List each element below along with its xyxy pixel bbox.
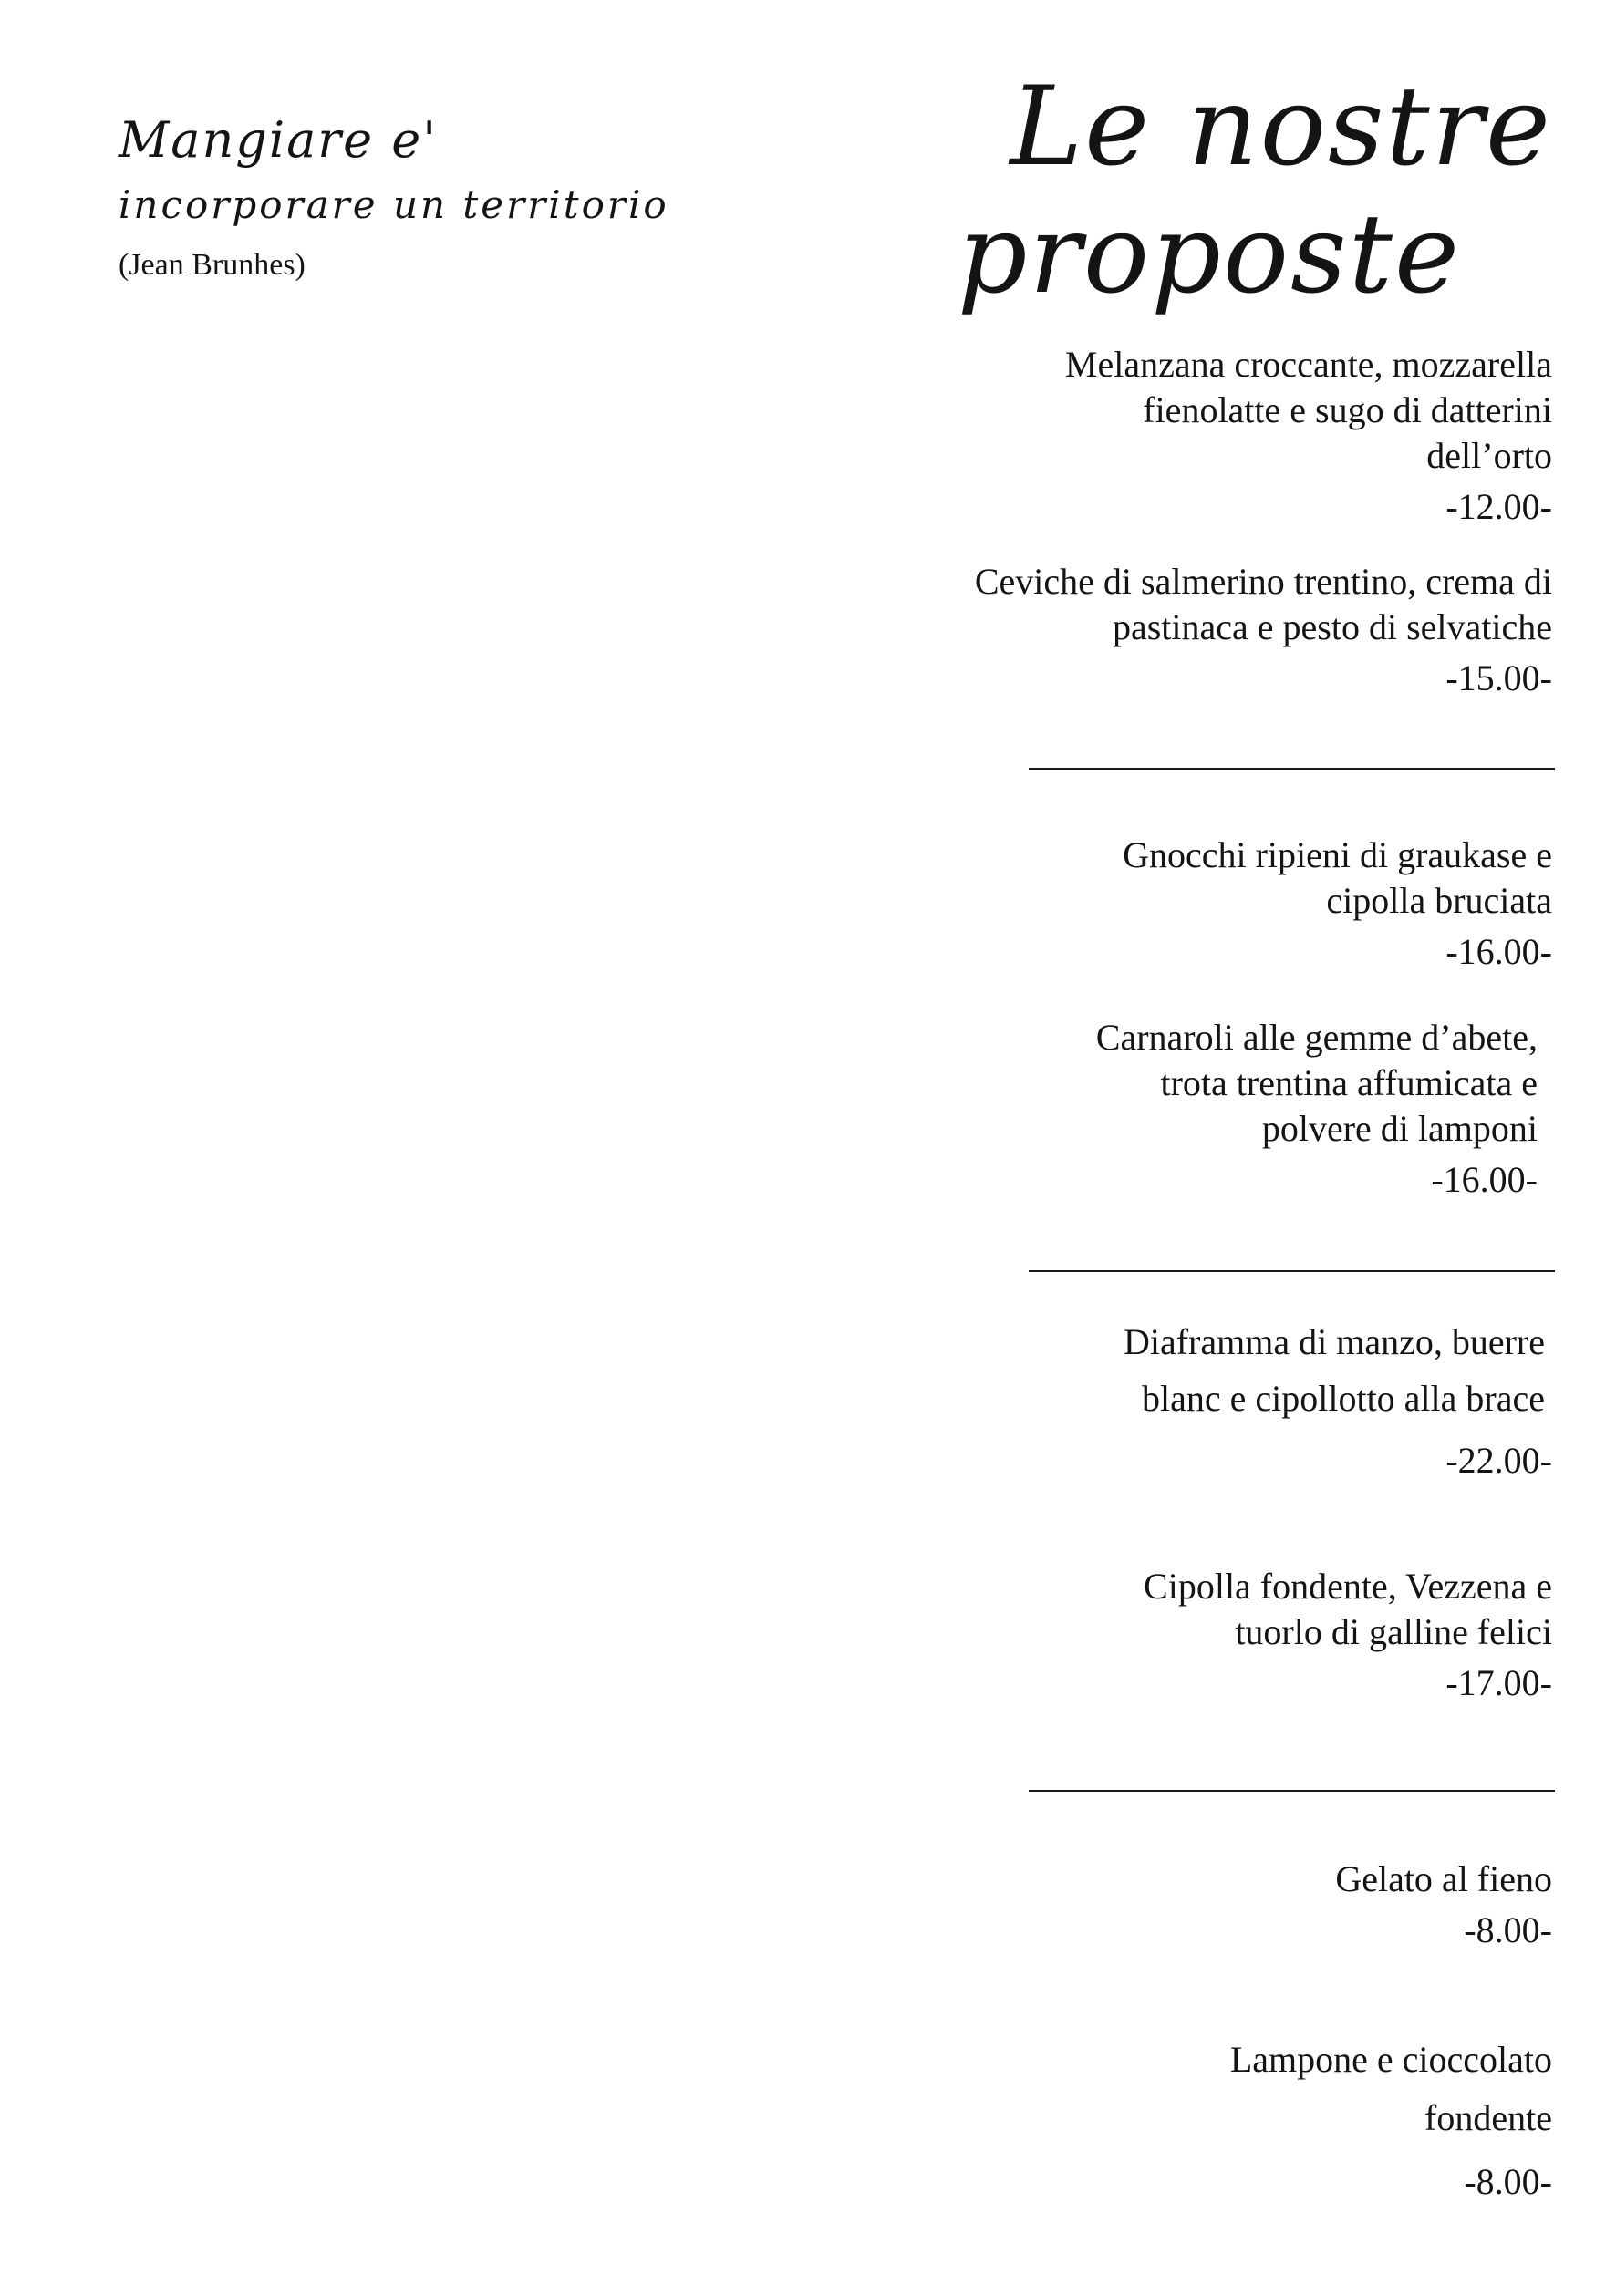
quote-author: (Jean Brunhes) (119, 248, 306, 282)
menu-item-line: Cipolla fondente, Vezzena e (1144, 1566, 1552, 1607)
menu-item-price: -16.00- (1445, 931, 1552, 972)
menu-item-line: pastinaca e pesto di selvatiche (1112, 606, 1552, 647)
menu-item (1096, 1015, 1538, 1203)
menu-item (1335, 1856, 1552, 1953)
quote-line-1: Mangiare e' (119, 111, 439, 169)
menu-item (1230, 2031, 1552, 2211)
menu-item-line: Diaframma di manzo, buerre (1123, 1321, 1545, 1362)
menu-item-line: dell’orto (1426, 435, 1552, 476)
menu-item-price: -8.00- (1464, 2161, 1552, 2202)
menu-item-line: Gelato al fieno (1335, 1858, 1552, 1899)
menu-item-line: tuorlo di galline felici (1235, 1611, 1552, 1652)
menu-item (975, 559, 1552, 701)
page-title-line-1: Le nostre (1010, 64, 1552, 191)
menu-item-line: trota trentina affumicata e (1160, 1062, 1538, 1103)
menu-item (1123, 1314, 1552, 1489)
menu-item-line: Lampone e cioccolato (1229, 2039, 1552, 2080)
menu-item-line: Carnaroli alle gemme d’abete, (1095, 1017, 1538, 1058)
menu-item-price: -17.00- (1445, 1662, 1552, 1703)
menu-item-line: fienolatte e sugo di datterini (1143, 389, 1552, 430)
menu-item-line: blanc e cipollotto alla brace (1141, 1378, 1545, 1419)
menu-item-line: Gnocchi ripieni di graukase e (1123, 834, 1552, 875)
quote-line-2: incorporare un territorio (119, 182, 669, 227)
menu-item (1144, 1564, 1552, 1706)
menu-item-price: -8.00- (1464, 1909, 1552, 1950)
menu-item-price: -15.00- (1445, 657, 1552, 698)
menu-item (1065, 342, 1552, 530)
menu-item-line: cipolla bruciata (1326, 880, 1552, 921)
menu-item-line: polvere di lamponi (1261, 1108, 1538, 1149)
section-divider (1029, 768, 1555, 770)
section-divider (1029, 1790, 1555, 1792)
menu-item-price: -16.00- (1431, 1159, 1538, 1200)
menu-item-line: Ceviche di salmerino trentino, crema di (974, 561, 1552, 602)
menu-item-line: fondente (1424, 2097, 1552, 2138)
menu-item-price: -12.00- (1445, 486, 1552, 527)
page-title-line-2: proposte (957, 191, 1461, 318)
section-divider (1029, 1270, 1555, 1272)
menu-item-price: -22.00- (1445, 1440, 1552, 1481)
menu-item-line: Melanzana croccante, mozzarella (1064, 344, 1552, 385)
menu-item (1123, 833, 1552, 975)
